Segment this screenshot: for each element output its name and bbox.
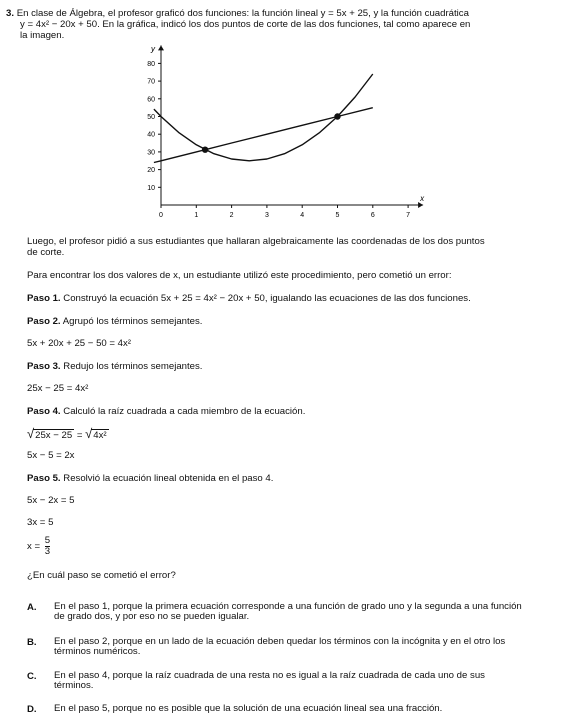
x-tick-label: 2 xyxy=(229,212,234,219)
y-tick-label: 70 xyxy=(147,78,155,86)
x-equals: x = xyxy=(27,541,43,553)
chart-svg xyxy=(125,40,445,222)
paragraph-1-line-1: Luego, el profesor pidió a sus estudiantes que hallaran algebraicamente las coordenadas de los dos puntos xyxy=(27,236,485,247)
equation-step-4b: 5x − 5 = 2x xyxy=(27,450,75,461)
equation-step-4a xyxy=(27,426,109,441)
option-a-letter: A. xyxy=(27,602,37,613)
y-tick-label: 40 xyxy=(147,131,155,139)
y-axis-arrow xyxy=(158,45,164,50)
fraction xyxy=(45,536,50,557)
y-tick-label: 30 xyxy=(147,149,155,157)
step-3-text: Redujo los términos semejantes. xyxy=(63,361,203,372)
sqrt-sign-right: √ xyxy=(85,426,93,441)
sqrt-sign-left: √ xyxy=(27,426,35,441)
equation-step-5b: 3x = 5 xyxy=(27,517,54,528)
step-4-text: Calculó la raíz cuadrada a cada miembro de la ecuación. xyxy=(63,406,306,417)
x-tick-label: 7 xyxy=(406,212,411,219)
equation-step-2: 5x + 20x + 25 − 50 = 4x² xyxy=(27,338,132,349)
step-2-text: Agrupó los términos semejantes. xyxy=(62,316,203,327)
problem-number: 3. xyxy=(6,8,15,19)
x-tick-label: 0 xyxy=(159,212,163,219)
y-tick-label: 80 xyxy=(147,60,155,68)
equation-step-5a: 5x − 2x = 5 xyxy=(27,495,75,506)
option-c-text: En el paso 4, porque la raíz cuadrada de una resta no es igual a la raíz cuadrada de cada uno de sus términos. xyxy=(54,670,485,691)
step-5-text: Resolvió la ecuación lineal obtenida en el paso 4. xyxy=(63,473,274,484)
step-2-label: Paso 2. xyxy=(27,316,61,327)
option-d-letter: D. xyxy=(27,704,37,715)
step-3 xyxy=(27,361,202,372)
y-axis-label: y xyxy=(151,44,155,54)
option-d-text: En el paso 5, porque no es posible que la solución de una ecuación lineal sea una fracción. xyxy=(54,703,443,714)
intro-line-3: la imagen. xyxy=(20,30,65,41)
equation-step-3: 25x − 25 = 4x² xyxy=(27,383,89,394)
question: ¿En cuál paso se cometió el error? xyxy=(27,570,176,581)
step-3-label: Paso 3. xyxy=(27,361,61,372)
x-tick-label: 4 xyxy=(300,212,305,219)
fraction-numerator: 5 xyxy=(44,535,51,546)
y-tick-label: 60 xyxy=(147,96,155,104)
x-tick-label: 3 xyxy=(264,212,269,219)
equals-sign: = xyxy=(74,430,86,441)
paragraph-2: Para encontrar los dos valores de x, un estudiante utilizó este procedimiento, pero cometió un error: xyxy=(27,270,452,281)
equation-step-5c xyxy=(27,536,50,557)
intersection-point xyxy=(202,146,208,152)
step-5 xyxy=(27,473,273,484)
step-1-label: Paso 1. xyxy=(27,293,61,304)
step-4-label: Paso 4. xyxy=(27,406,61,417)
option-c-letter: C. xyxy=(27,671,37,682)
step-1 xyxy=(27,293,471,304)
functions-chart xyxy=(125,40,445,222)
paragraph-1-line-2: de corte. xyxy=(27,247,65,258)
option-b-letter: B. xyxy=(27,637,37,648)
x-tick-label: 5 xyxy=(335,212,340,219)
y-tick-label: 50 xyxy=(147,114,155,121)
intersection-point xyxy=(334,113,340,119)
sqrt-right-radicand: 4x² xyxy=(93,430,107,441)
intro-line-2: y = 4x² − 20x + 50. En la gráfica, indicó los dos puntos de corte de las dos funciones, tal como aparece en xyxy=(20,19,471,30)
problem-statement xyxy=(6,8,558,41)
step-4 xyxy=(27,406,305,417)
option-b-text: En el paso 2, porque en un lado de la ecuación deben quedar los términos con la incógnita y en el otro los términos numéricos. xyxy=(54,636,506,657)
y-tick-label: 20 xyxy=(147,167,155,175)
sqrt-left-radicand: 25x − 25 xyxy=(35,430,73,441)
step-1-text: Construyó la ecuación 5x + 25 = 4x² − 20x + 50, igualando las ecuaciones de las dos funciones. xyxy=(63,293,471,304)
x-tick-label: 1 xyxy=(194,212,199,219)
x-axis-label: x xyxy=(420,194,425,203)
fraction-denominator: 3 xyxy=(44,546,51,557)
x-tick-label: 6 xyxy=(370,212,375,219)
intro-line-1: En clase de Álgebra, el profesor graficó dos funciones: la función lineal y = 5x + 25, y la función cuadrática xyxy=(16,8,469,19)
option-a-text: En el paso 1, porque la primera ecuación corresponde a una función de grado uno y la segunda a una función de grado dos, y por eso no se pueden igualar. xyxy=(54,601,522,622)
step-5-label: Paso 5. xyxy=(27,473,61,484)
step-2 xyxy=(27,316,202,327)
y-tick-label: 10 xyxy=(147,184,155,192)
